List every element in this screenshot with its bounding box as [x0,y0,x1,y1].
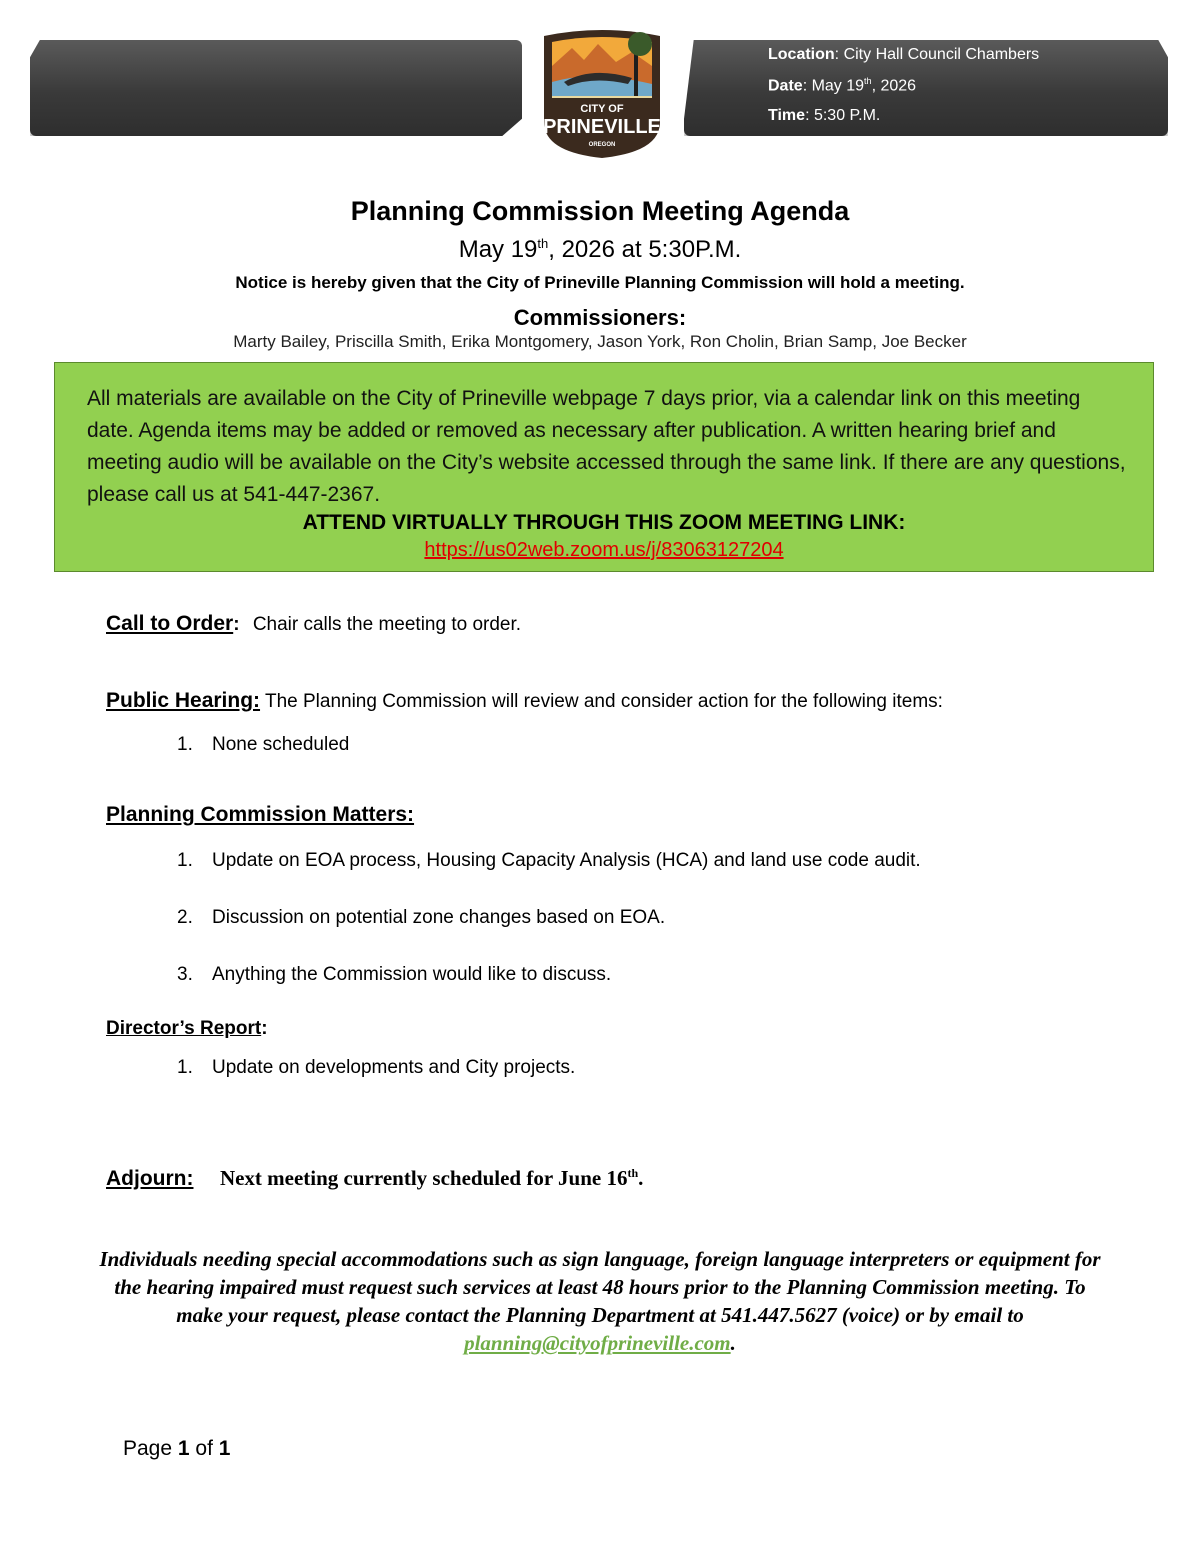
commissioners-list: Marty Bailey, Priscilla Smith, Erika Montgomery, Jason York, Ron Cholin, Brian Samp, Joe Becker [233,332,967,351]
public-hearing-text: The Planning Commission will review and consider action for the following items: [260,691,943,712]
directors-report-section: Director’s Report: [106,1018,268,1039]
agenda-date: May 19th, 2026 at 5:30P.M. [458,236,742,263]
public-hearing-section [106,689,943,713]
list-item: 1. Update on EOA process, Housing Capacity Analysis (HCA) and land use code audit. [177,850,921,871]
info-box [54,362,1154,572]
logo-text-city-of: CITY OF [580,103,624,115]
header-banner-left [30,40,522,136]
call-to-order-heading: Call to Order [106,612,234,635]
info-box-text: All materials are available on the City of Prineville webpage 7 days prior, via a calendar link on this meeting date. Agenda items may be added or removed as necessary after publication. A written hearing brief and meeting audio will be available on the City’s website accessed through the same link. If there are any questions, please call us at 541-447-2367. [87,387,1126,506]
list-item: 2. Discussion on potential zone changes based on EOA. [177,907,666,928]
commission-matters-section [106,803,414,827]
call-to-order-text: Chair calls the meeting to order. [252,614,522,635]
zoom-meeting-link[interactable]: https://us02web.zoom.us/j/83063127204 [424,539,784,561]
meeting-location: Location: City Hall Council Chambers [768,46,1040,63]
page-number: Page 1 of 1 [123,1437,231,1460]
list-item: 3. Anything the Commission would like to discuss. [177,964,612,985]
directors-report-heading: Director’s Report [106,1018,262,1039]
planning-email-link[interactable]: planning@cityofprineville.com [464,1331,731,1355]
accommodations-notice: Individuals needing special accommodations such as sign language, foreign language interpreters or equipment for the hearing impaired must request such services at least 48 hours prior to the Planning Commission meeting. To make your request, please contact the Planning Department at 541.447.5627 (voice) or by email to planning@cityofprineville.com. [99,1247,1101,1355]
adjourn-text: Next meeting currently scheduled for June 16th. [219,1166,644,1190]
commission-matters-heading: Planning Commission Matters: [106,803,415,826]
meeting-date: Date: May 19th, 2026 [768,76,917,95]
public-hearing-heading: Public Hearing: [106,689,261,712]
agenda-title: Planning Commission Meeting Agenda [350,196,850,226]
adjourn-heading: Adjourn: [106,1167,194,1190]
zoom-attend-label: ATTEND VIRTUALLY THROUGH THIS ZOOM MEETING LINK: [302,511,906,534]
logo-text-prineville: PRINEVILLE [543,116,661,138]
list-item: 1. Update on developments and City projects. [177,1057,576,1078]
call-to-order-section: Call to Order: Chair calls the meeting to order. [106,612,522,635]
commissioners-label: Commissioners: [513,305,687,330]
city-of-prineville-logo [532,26,672,160]
meeting-notice: Notice is hereby given that the City of Prineville Planning Commission will hold a meeting. [235,273,965,292]
list-item: 1. None scheduled [177,734,350,755]
meeting-time: Time: 5:30 P.M. [768,107,881,124]
logo-text-oregon: OREGON [588,142,616,148]
adjourn-section [106,1166,643,1191]
